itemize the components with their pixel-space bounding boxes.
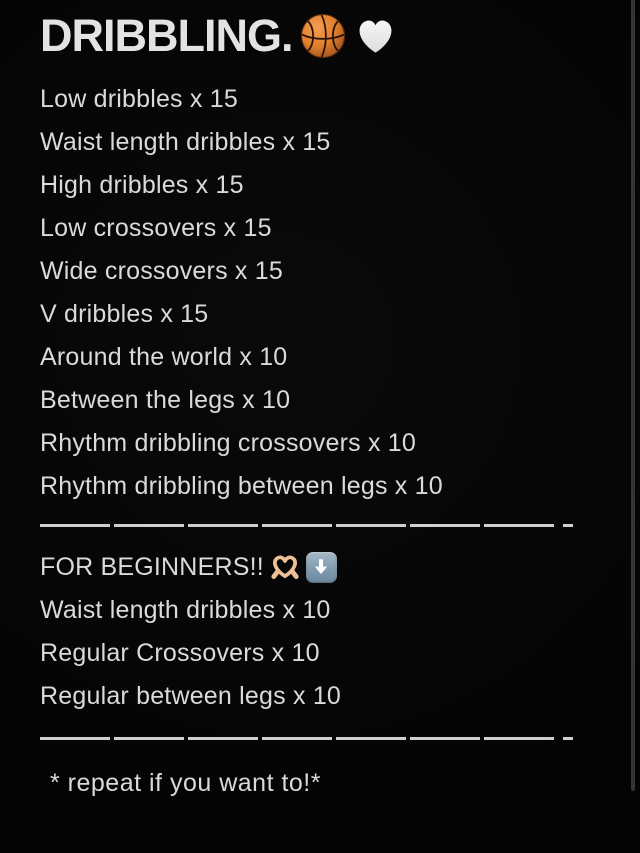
- beginners-item: Regular between legs x 10: [40, 682, 342, 710]
- workout-list: [40, 78, 443, 508]
- beginners-item: Waist length dribbles x 10: [40, 596, 331, 624]
- heart-hands-icon: [269, 551, 301, 583]
- workout-item: High dribbles x 15: [40, 171, 244, 199]
- workout-item: Rhythm dribbling between legs x 10: [40, 472, 443, 500]
- scrollbar-thumb[interactable]: [631, 0, 635, 791]
- divider-line: [40, 524, 556, 527]
- white-heart-icon: [353, 14, 398, 59]
- page-title: [40, 10, 398, 62]
- beginners-heading-text: FOR BEGINNERS!!: [40, 552, 264, 581]
- footer-note: * repeat if you want to!*: [50, 769, 321, 797]
- workout-item: Low crossovers x 15: [40, 214, 272, 242]
- workout-item: V dribbles x 15: [40, 300, 209, 328]
- workout-item: Wide crossovers x 15: [40, 257, 283, 285]
- beginners-list: [40, 589, 341, 718]
- workout-item: Around the world x 10: [40, 343, 288, 371]
- workout-item: Rhythm dribbling crossovers x 10: [40, 429, 416, 457]
- workout-item: Between the legs x 10: [40, 386, 291, 414]
- beginners-item: Regular Crossovers x 10: [40, 639, 320, 667]
- workout-item: Waist length dribbles x 15: [40, 128, 331, 156]
- beginners-heading: [40, 548, 337, 586]
- divider-line: [40, 737, 556, 740]
- page-title-text: DRIBBLING.: [40, 10, 293, 61]
- basketball-icon: [300, 13, 346, 59]
- workout-item: Low dribbles x 15: [40, 85, 238, 113]
- down-arrow-icon: [306, 552, 337, 583]
